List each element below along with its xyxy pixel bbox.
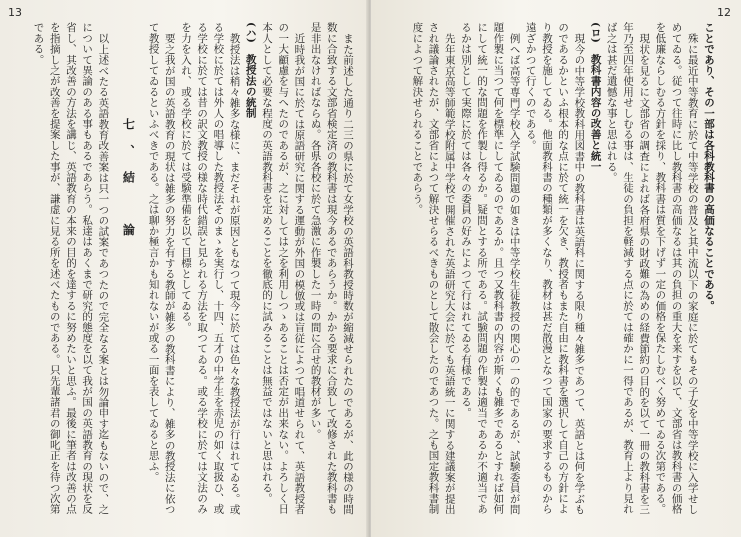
page-number-right: 12 [717, 6, 731, 19]
right-page-text-column [381, 22, 717, 523]
left-page-text-column [26, 22, 356, 523]
section-heading-conclusion: 七、結 論 [121, 118, 136, 250]
left-paragraph-1: また前述した通り二三の県に於て女学校の英語科教授時数が縮減せられたのであるが、此の様の時間数に合致する文部省検定済の教科書は現今あるであらうか。かかる要求に合致して改修された教科書も是非出なければならぬ。各県各校に於て急激に作製した一時の間に合せ的教材が多い。 [309, 22, 354, 515]
left-paragraph-2: 近時我が国に於ては原語研究に関する運動が外国の模倣或は盲従によつて唱道せられて、英語教授者の一大顧慮を与へたのであるが、之に対しては之を利用しつゝあることは否定が出来ない。よろしく日本人として必要な程度の英語教科書を定めることを徹底的に試みることは無益ではないと思はれる。 [260, 22, 306, 515]
right-paragraph-2: 殊に最近中等教育に於て中等学校の普及と其中流以下の家庭に於てもその子女を中等学校に入学せしめてゐる。従つて往時に比し教科書の高価なるは其の負担の重大を来すを以て、文部省は教科書の価格を低廉ならしむる方針を採り、教科書は質を下げず一定の価格を保たしむべく努めてゐる次第である。 [654, 22, 699, 515]
left-page [0, 0, 370, 537]
right-paragraph-5: 例へば高等専門学校入学試験問題の如きは中等学校生徒教授の関心の一の的であるが、試験委員が問題作製に当つて何を標準にしてゐるのであるか。且つ又教科書の内容が斯くも雑多であるとすれば如何にして統一的な問題を作製し得るか。疑問とする所である。試験問題の作製は適当であるか不適当であるかは別として実際に於ては各々の委員の好みによつて行はれてゐる有様である。 [459, 22, 521, 515]
left-paragraph-4: 要之我が国の英語教育の現状は雑多の努力を有する教師が雑多の教科書により、雑多の教授法に依つて教授してゐるといふべきである。之は聊か極言かも知れないが或る一面を表してゐると思ふ。 [147, 22, 176, 514]
right-subheading-textbook-content: (ロ) 教科書内容の改善と統一 [589, 22, 602, 172]
right-paragraph-6: 先年東京高等師範学校附属中学校で開催された英語研究大会に於ても英語統一に関する建議案が提出され議論されたが、文部省によつて解決せらるべきものとして散会したのであつた。之も国定教科書制度によつて解決せられることであらう。 [411, 22, 456, 515]
page-number-left: 13 [8, 6, 22, 19]
right-paragraph-1: ことであり、その一部は各科教科書の高価なることである。 [703, 22, 715, 311]
right-page [371, 0, 741, 537]
right-paragraph-3: 現状を見るに文部省の調査によれば各府県の財政難の為めの経費節約の目的を以て一冊の教科書を三年乃至四年使用せしむる事は、生徒の負担を軽減する点に於ては確かに一得であるが、教育上より見れば之は甚だ遺憾な事と思はれる。 [605, 22, 651, 515]
left-paragraph-5: 以上述べたる英語教育改善案は只一つの試案であつたので完全なる案とは勿論申す迄もないので、之について異論のある事もあるであらう。私達はあくまで研究的態度を以て我が国の英語教育の現状を反省し、其改善の方法を講じ、英語教育の本来の目的を達するに努めたいと思ふ。最後に筆者は改善の点を指摘し之が改善を提案した事が、謙虚に見る所を述べたものである。只先輩諸君の御叱正を待つ次第である。 [32, 22, 110, 515]
left-subheading-teaching-method: (ハ) 教授法の統制 [244, 22, 257, 118]
left-paragraph-3: 教授法は稍々雑多な様に、まだそれが原因ともなつて現今に於ては色々な教授法が行はれてゐる。或る学校に於ては外人の唱導した教授法そのまゝを実行し、十四、五才の中学生を赤児の如く取扱ひ、或る学校に於ては昔の訳文教授の様な時代錯誤と見られる方法を取つてゐる。或る学校に於ては文法のみを力を入れ、或る学校に於ては受験準備を以て目標としてゐる。 [179, 22, 241, 515]
right-paragraph-4: 現今の中等学校教科用図書中の教科書は英語科に関する限り種々雑多であつて、英語とは何を学ぶものであるかといふ根本的な点に於て統一を欠き、教授者もまた自由に教科書を選択して自己の方針により教授を施してゐる。他面教科書の種類が多くなり、教材は甚だ散漫となつて国家の要求するものから遠ざかつて行くのである。 [524, 22, 586, 515]
